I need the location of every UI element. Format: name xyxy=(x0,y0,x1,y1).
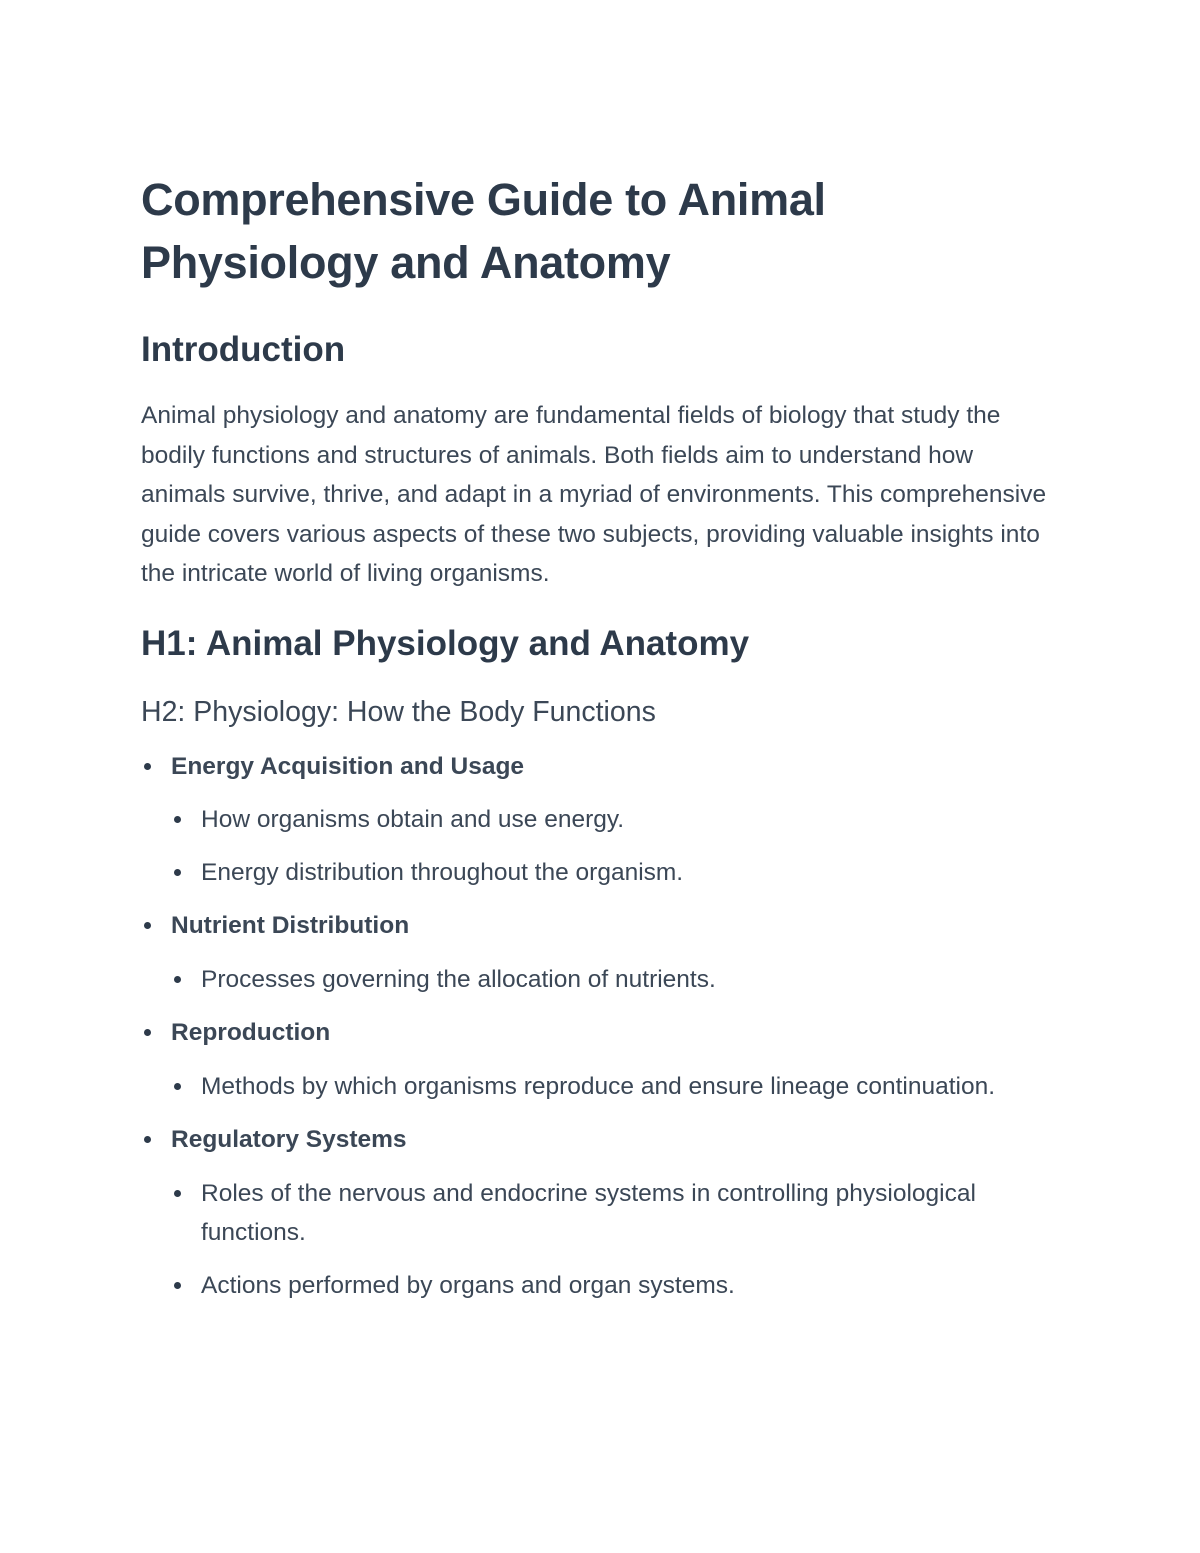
topic-label: Energy Acquisition and Usage xyxy=(171,752,525,780)
bullet-icon xyxy=(174,816,181,823)
bullet-icon xyxy=(144,922,151,929)
list-item-text: Energy distribution throughout the organism. xyxy=(201,858,684,886)
list-item xyxy=(171,800,1051,840)
document-title: Comprehensive Guide to Animal Physiology and Anatomy xyxy=(141,174,826,288)
h1-section-heading: H1: Animal Physiology and Anatomy xyxy=(141,623,750,663)
topic-label: Regulatory Systems xyxy=(171,1126,407,1153)
document-page xyxy=(141,168,1051,1319)
bullet-icon xyxy=(174,1083,181,1090)
list-item-text: Methods by which organisms reproduce and ensure lineage continuation. xyxy=(201,1072,996,1100)
bullet-icon xyxy=(144,1029,151,1036)
bullet-icon xyxy=(174,869,181,876)
list-item xyxy=(171,1174,1051,1253)
bullet-icon xyxy=(174,1190,181,1197)
list-item xyxy=(171,960,1051,1000)
bullet-icon xyxy=(144,763,151,770)
list-item xyxy=(171,1266,1051,1306)
bullet-icon xyxy=(174,1282,181,1289)
topic-label: Reproduction xyxy=(171,1019,331,1046)
list-item xyxy=(171,853,1051,893)
topic-reproduction xyxy=(141,1013,1051,1106)
topic-energy-acquisition xyxy=(141,747,1051,893)
list-item-text: Actions performed by organs and organ systems. xyxy=(201,1271,735,1299)
sub-list xyxy=(171,1067,1051,1107)
list-item-text: Processes governing the allocation of nutrients. xyxy=(201,965,716,993)
list-item-text: How organisms obtain and use energy. xyxy=(201,806,625,833)
topic-label: Nutrient Distribution xyxy=(171,912,410,939)
physiology-topic-list xyxy=(141,747,1051,1306)
list-item-text: Roles of the nervous and endocrine systems in controlling physiological functions. xyxy=(201,1179,976,1246)
sub-list xyxy=(171,800,1051,892)
introduction-paragraph: Animal physiology and anatomy are fundamental fields of biology that study the bodily functions and structures of animals. Both fields aim to understand how animals survive, thrive, and adapt in a myriad of environments. This comprehensive guide covers various aspects of these two subjects, providing valuable insights into the intricate world of living organisms. xyxy=(141,402,1047,587)
bullet-icon xyxy=(174,976,181,983)
sub-list xyxy=(171,960,1051,1000)
introduction-heading: Introduction xyxy=(141,330,346,369)
sub-list xyxy=(171,1174,1051,1306)
topic-regulatory-systems xyxy=(141,1120,1051,1305)
list-item xyxy=(171,1067,1051,1107)
bullet-icon xyxy=(144,1136,151,1143)
topic-nutrient-distribution xyxy=(141,906,1051,999)
h2-section-heading: H2: Physiology: How the Body Functions xyxy=(141,695,656,728)
